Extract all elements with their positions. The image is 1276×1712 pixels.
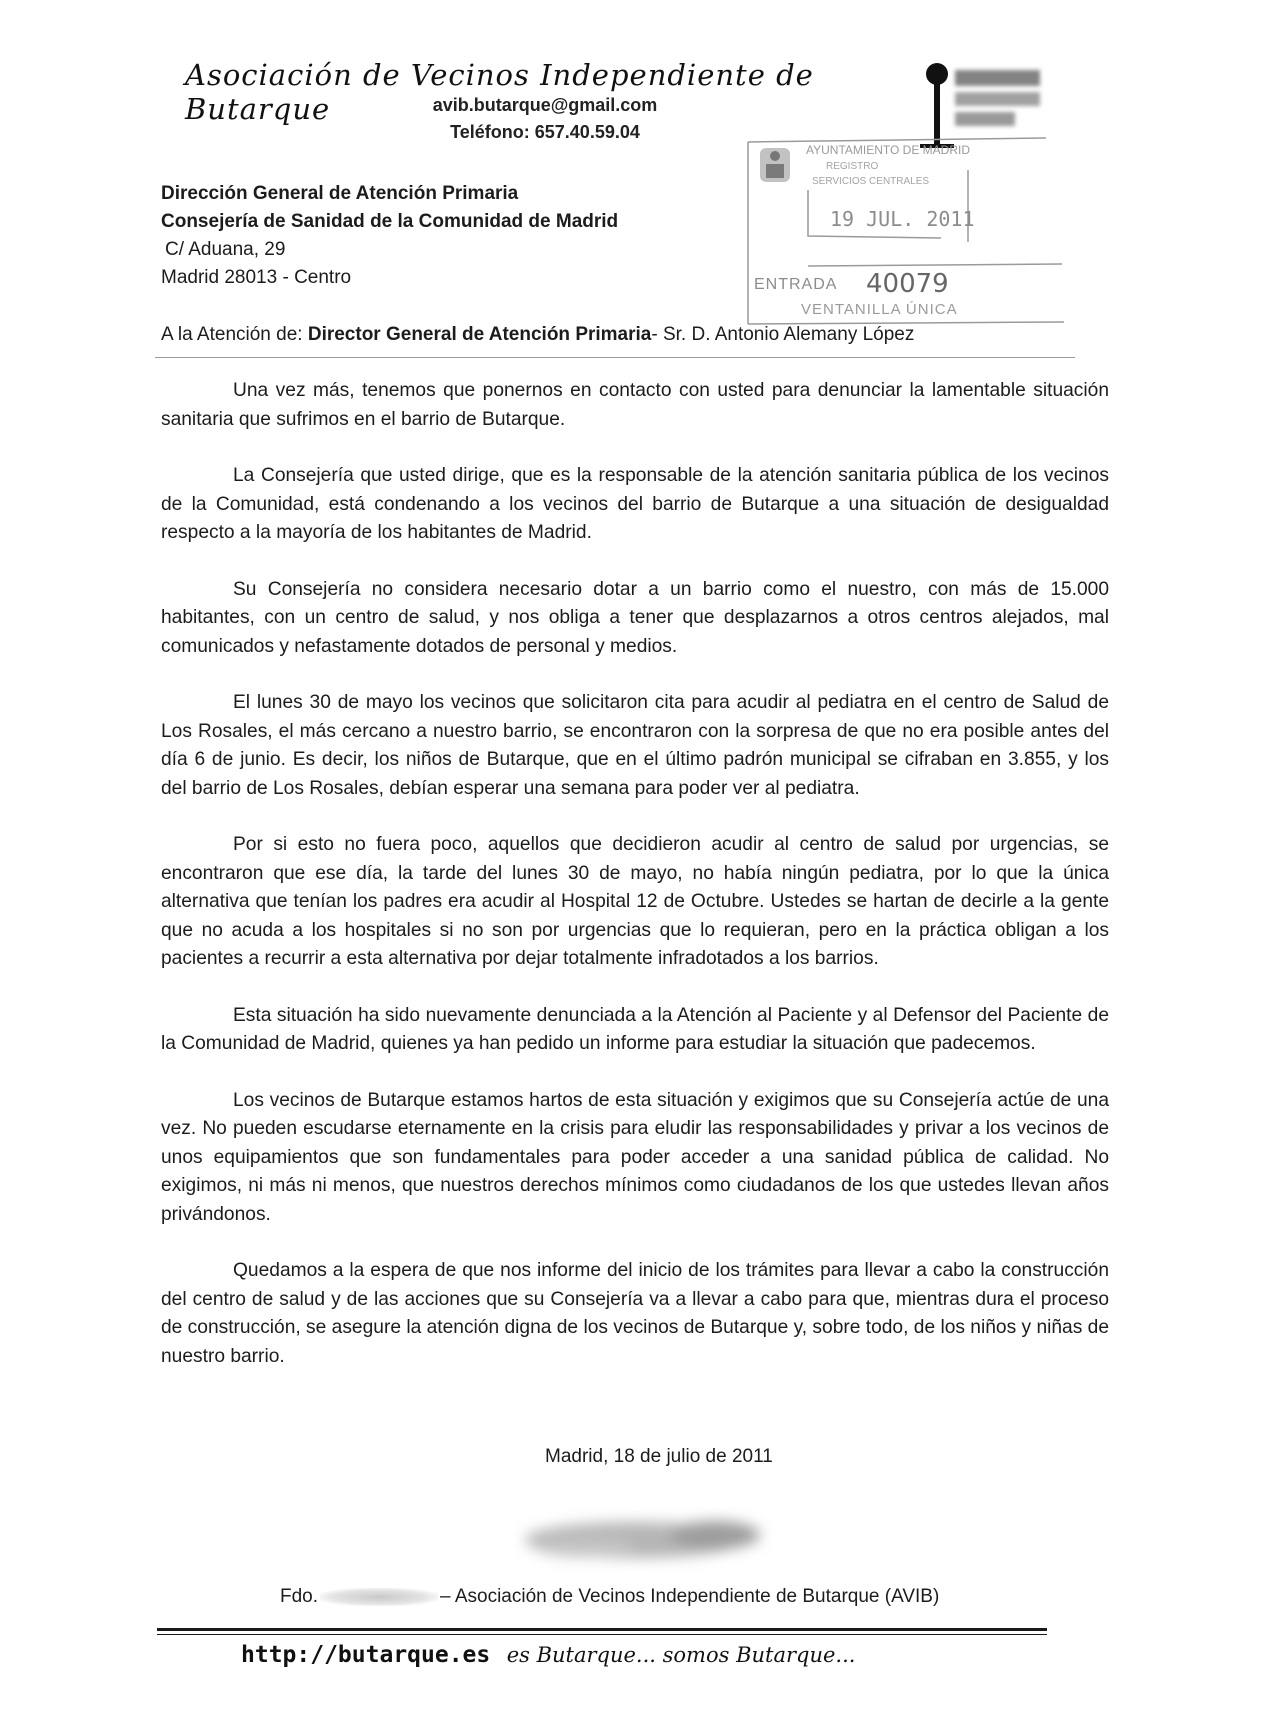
organization-phone: Teléfono: 657.40.59.04	[450, 122, 640, 142]
stamp-line-3: SERVICIOS CENTRALES	[812, 176, 930, 187]
letter-body	[161, 377, 1109, 1399]
body-paragraph: Esta situación ha sido nuevamente denunciada a la Atención al Paciente y al Defensor del Paciente de la Comunidad de Madrid, quienes ya han pedido un informe para estudiar la situación que padecemos.	[161, 1004, 1109, 1054]
attention-line	[161, 324, 914, 346]
footer-tagline: es Butarque... somos Butarque...	[506, 1643, 856, 1667]
registry-stamp	[746, 134, 1068, 326]
recipient-line-2: Consejería de Sanidad de la Comunidad de Madrid	[161, 211, 619, 232]
attention-title: Director General de Atención Primaria	[307, 324, 652, 345]
attention-divider	[155, 357, 1075, 358]
stamp-date: 19 JUL. 2011	[830, 207, 975, 231]
signed-prefix: Fdo.	[280, 1586, 319, 1607]
footer-divider-thin	[157, 1634, 1047, 1635]
recipient-line-3: C/ Aduana, 29	[165, 239, 286, 260]
stamp-line-1: AYUNTAMIENTO DE MADRID	[806, 143, 971, 157]
body-paragraph: Por si esto no fuera poco, aquellos que decidieron acudir al centro de salud por urgencias, se encontraron que ese día, la tarde del lunes 30 de mayo, no había ningún pediatra, por lo que la única alternativa que tenían los padres era acudir al Hospital 12 de Octubre. Ustedes se hartan de decirle a la gente que no acuda a los hospitales si no son por urgencias que lo requieran, pero en la práctica obligan a los pacientes a recurrir a esta alternativa por dejar totalmente infradotados a los barrios.	[161, 834, 1109, 969]
body-paragraph: Quedamos a la espera de que nos informe del inicio de los trámites para llevar a cabo la construcción del centro de salud y de las acciones que su Consejería va a llevar a cabo para que, mientras dura el proceso de construcción, se asegure la atención digna de los vecinos de Butarque y, sobre todo, de los niños y niñas de nuestro barrio.	[161, 1260, 1109, 1367]
attention-name: - Sr. D. Antonio Alemany López	[651, 324, 915, 345]
stamp-entry-number: 40079	[866, 269, 949, 299]
organization-email: avib.butarque@gmail.com	[432, 95, 658, 115]
organization-name: Asociación de Vecinos Independiente de Butarque	[185, 58, 814, 126]
stamp-line-2: REGISTRO	[826, 161, 879, 172]
footer-divider	[157, 1628, 1047, 1631]
letter-date: Madrid, 18 de julio de 2011	[545, 1446, 773, 1467]
signed-org: – Asociación de Vecinos Independiente de Butarque (AVIB)	[440, 1586, 940, 1607]
stamp-entry-label: ENTRADA	[754, 276, 838, 293]
body-paragraph: Una vez más, tenemos que ponernos en contacto con usted para denunciar la lamentable situación sanitaria que sufrimos en el barrio de Butarque.	[161, 380, 1109, 430]
body-paragraph: El lunes 30 de mayo los vecinos que solicitaron cita para acudir al pediatra en el centro de Salud de Los Rosales, el más cercano a nuestro barrio, se encontraron con la sorpresa de que no era posible antes del día 6 de junio. Es decir, los niños de Butarque, que en el último padrón municipal se cifraban en 3.855, y los del barrio de Los Rosales, debían esperar una semana para poder ver al pediatra.	[161, 692, 1109, 799]
recipient-line-4: Madrid 28013 - Centro	[161, 267, 352, 288]
footer-url[interactable]: http://butarque.es	[241, 1642, 491, 1668]
body-paragraph: Los vecinos de Butarque estamos hartos de esta situación y exigimos que su Consejería actúe de una vez. No pueden escudarse eternamente en la crisis para eludir las responsabilidades y privar a los vecinos de unos equipamientos que son fundamentales para poder acceder a una sanidad pública de calidad. No exigimos, ni más ni menos, que nuestros derechos mínimos como ciudadanos de los que ustedes llevan años privándonos.	[161, 1089, 1109, 1225]
attention-prefix: A la Atención de:	[161, 324, 308, 345]
signature-image	[515, 1495, 785, 1585]
signed-by-line	[280, 1586, 939, 1608]
footer	[241, 1642, 855, 1668]
recipient-line-1: Dirección General de Atención Primaria	[161, 183, 519, 204]
stamp-window: VENTANILLA ÚNICA	[801, 301, 958, 318]
body-paragraph: La Consejería que usted dirige, que es la responsable de la atención sanitaria pública de los vecinos de la Comunidad, está condenando a los vecinos del barrio de Butarque a una situación de desigualdad respecto a la mayoría de los habitantes de Madrid.	[161, 465, 1109, 543]
body-paragraph: Su Consejería no considera necesario dotar a un barrio como el nuestro, con más de 15.000 habitantes, con un centro de salud, y nos obliga a tener que desplazarnos a otros centros alejados, mal comunicados y nefastamente dotados de personal y medios.	[161, 578, 1109, 657]
redacted-name	[320, 1588, 438, 1606]
